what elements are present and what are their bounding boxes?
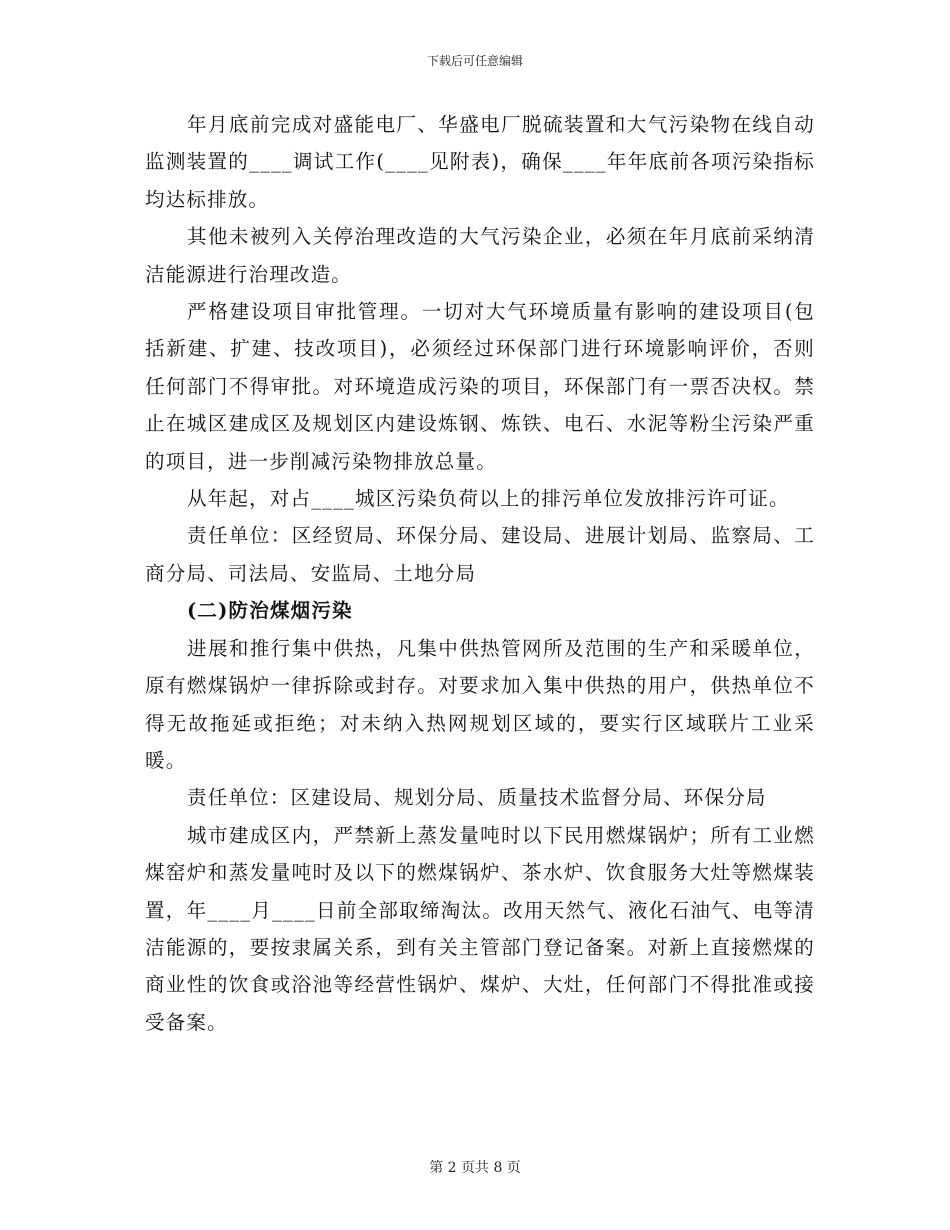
paragraph-discharge-permit: 从年起，对占____城区污染负荷以上的排污单位发放排污许可证。 <box>187 487 790 511</box>
document-body <box>145 106 815 1041</box>
section-heading-coal-smoke: (二)防治煤烟污染 <box>187 599 353 623</box>
paragraph-clean-energy: 其他未被列入关停治理改造的大气污染企业，必须在年月底前采纳清洁能源进行治理改造。 <box>145 225 815 286</box>
paragraph-desulfurization: 年月底前完成对盛能电厂、华盛电厂脱硫装置和大气污染物在线自动监测装置的____调试工作(____见附表)，确保____年年底前各项污染指标均达标排放。 <box>145 113 815 211</box>
paragraph-responsible-units-2: 责任单位：区建设局、规划分局、质量技术监督分局、环保分局 <box>187 786 767 810</box>
paragraph-responsible-units-1: 责任单位：区经贸局、环保分局、建设局、进展计划局、监察局、工商分局、司法局、安监局、土地分局 <box>145 524 815 585</box>
paragraph-central-heating: 进展和推行集中供热，凡集中供热管网所及范围的生产和采暖单位，原有燃煤锅炉一律拆除或封存。对要求加入集中供热的用户，供热单位不得无故拖延或拒绝；对未纳入热网规划区域的，要实行区域联片工业采暖。 <box>145 636 815 772</box>
paragraph-project-approval: 严格建设项目审批管理。一切对大气环境质量有影响的建设项目(包括新建、扩建、技改项目)，必须经过环保部门进行环境影响评价，否则任何部门不得审批。对环境造成污染的项目，环保部门有一票否决权。禁止在城区建成区及规划区内建设炼钢、炼铁、电石、水泥等粉尘污染严重的项目，进一步削减污染物排放总量。 <box>145 300 815 473</box>
page-header: 下载后可任意编辑 <box>426 54 523 68</box>
page-footer: 第 2 页共 8 页 <box>429 1160 521 1176</box>
paragraph-boiler-ban: 城市建成区内，严禁新上蒸发量吨时以下民用燃煤锅炉；所有工业燃煤窑炉和蒸发量吨时及以下的燃煤锅炉、茶水炉、饮食服务大灶等燃煤装置，年____月____日前全部取缔淘汰。改用天然气、液化石油气、电等清洁能源的，要按隶属关系，到有关主管部门登记备案。对新上直接燃煤的商业性的饮食或浴池等经营性锅炉、煤炉、大灶，任何部门不得批准或接受备案。 <box>145 823 815 1034</box>
